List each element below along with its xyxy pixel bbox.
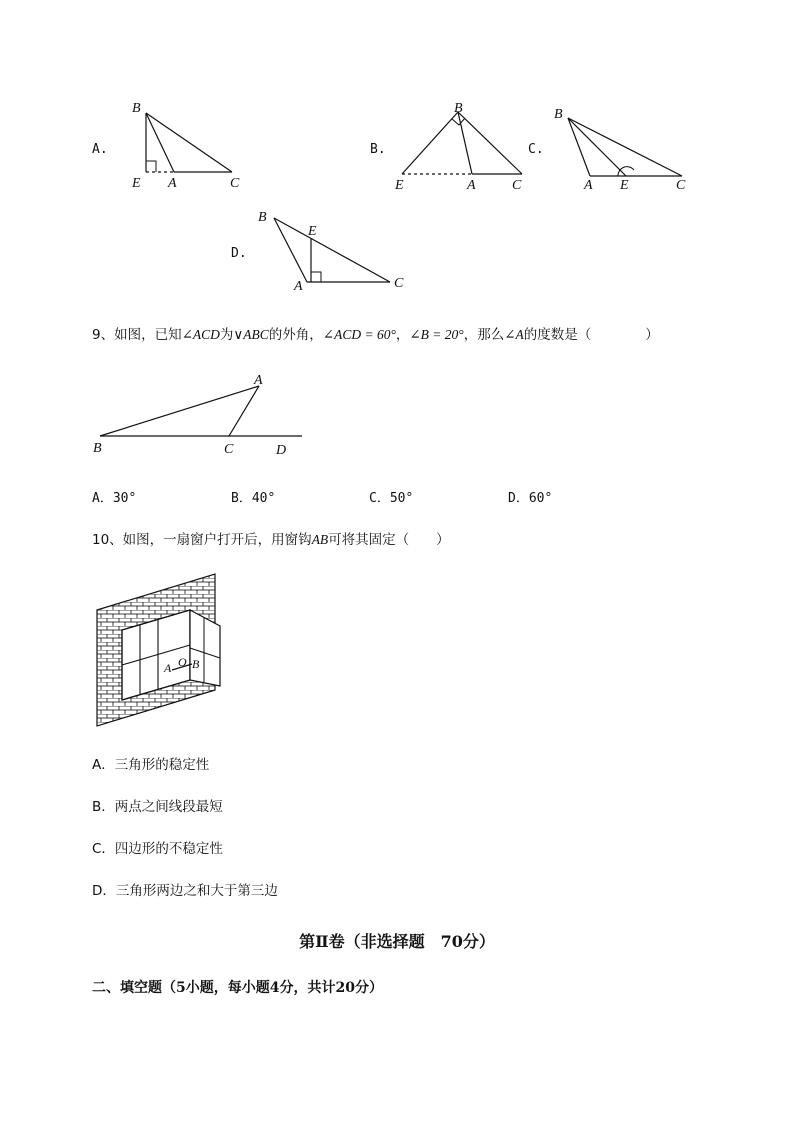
part2-heading: 第Ⅱ卷（非选择题 70分） (299, 932, 495, 951)
q10-option-c[interactable]: C．四边形的不稳定性 (92, 841, 223, 857)
q9-text3: ，那么 (463, 327, 505, 343)
q10-text-before: 10、如图，一扇窗户打开后，用窗钩 (92, 532, 312, 548)
q8c-point-b: B (554, 107, 563, 122)
q8-option-a-label: A. (92, 142, 108, 157)
q10-stem (92, 528, 450, 548)
q8b-point-b: B (454, 101, 463, 116)
q8-option-b-figure (392, 98, 532, 198)
q9-sep: ， (395, 327, 410, 343)
q8-option-d-label: D. (231, 246, 247, 261)
q10-point-b: B (192, 657, 200, 671)
q8a-point-b: B (132, 101, 141, 116)
q9-point-b: B (93, 441, 102, 456)
q9-option-d[interactable]: D．60° (508, 491, 553, 506)
q9-point-a: A (254, 373, 263, 388)
q8c-point-c: C (676, 178, 686, 193)
q9-option-b[interactable]: B．40° (231, 491, 276, 506)
q8a-point-a: A (168, 176, 177, 191)
q10-option-b[interactable]: B．两点之间线段最短 (92, 799, 223, 815)
q8b-point-c: C (512, 178, 522, 193)
q9-triangle: ∨ABC (233, 327, 269, 342)
q9-condition-2: ∠B = 20° (409, 327, 464, 342)
q9-condition-1: ∠ACD = 60° (322, 327, 396, 342)
q9-text1: 为 (219, 327, 234, 343)
q8-option-c-figure (548, 100, 698, 200)
q8d-point-b: B (258, 210, 267, 225)
q8c-point-e: E (620, 178, 629, 193)
q9-stem (92, 323, 659, 343)
q9-figure (88, 368, 310, 460)
q10-option-d[interactable]: D．三角形两边之和大于第三边 (92, 883, 278, 899)
q8-option-b-label: B. (370, 142, 386, 157)
q10-point-a: A (164, 661, 172, 675)
q8-option-a-figure (112, 95, 252, 195)
q9-angle-a: ∠A (504, 327, 524, 342)
q10-option-a[interactable]: A．三角形的稳定性 (92, 757, 210, 773)
q8d-point-c: C (394, 276, 404, 291)
q9-angle-acd: ∠ACD (181, 327, 220, 342)
q9-option-a[interactable]: A．30° (92, 491, 137, 506)
q10-text-after: 可将其固定（ ） (328, 532, 450, 548)
q10-point-o: O (178, 655, 187, 669)
q9-option-c[interactable]: C．50° (369, 491, 414, 506)
q10-window-figure (92, 570, 224, 732)
q10-segment-ab: AB (311, 532, 329, 547)
q8a-point-e: E (132, 176, 141, 191)
q8-option-d-figure (252, 204, 422, 304)
q9-text2: 的外角， (268, 327, 323, 343)
q9-number: 9、如图，已知 (92, 327, 182, 343)
q8d-point-a: A (294, 279, 303, 294)
q8d-point-e: E (308, 224, 317, 239)
q8b-point-a: A (467, 178, 476, 193)
q9-point-c: C (224, 442, 234, 457)
q8c-point-a: A (584, 178, 593, 193)
q8b-point-e: E (395, 178, 404, 193)
q8-option-c-label: C. (528, 142, 544, 157)
q8a-point-c: C (230, 176, 240, 191)
q9-text4: 的度数是（ ） (523, 327, 659, 343)
q9-point-d: D (276, 443, 287, 458)
section2-heading: 二、填空题（5小题，每小题4分，共计20分） (92, 980, 383, 996)
